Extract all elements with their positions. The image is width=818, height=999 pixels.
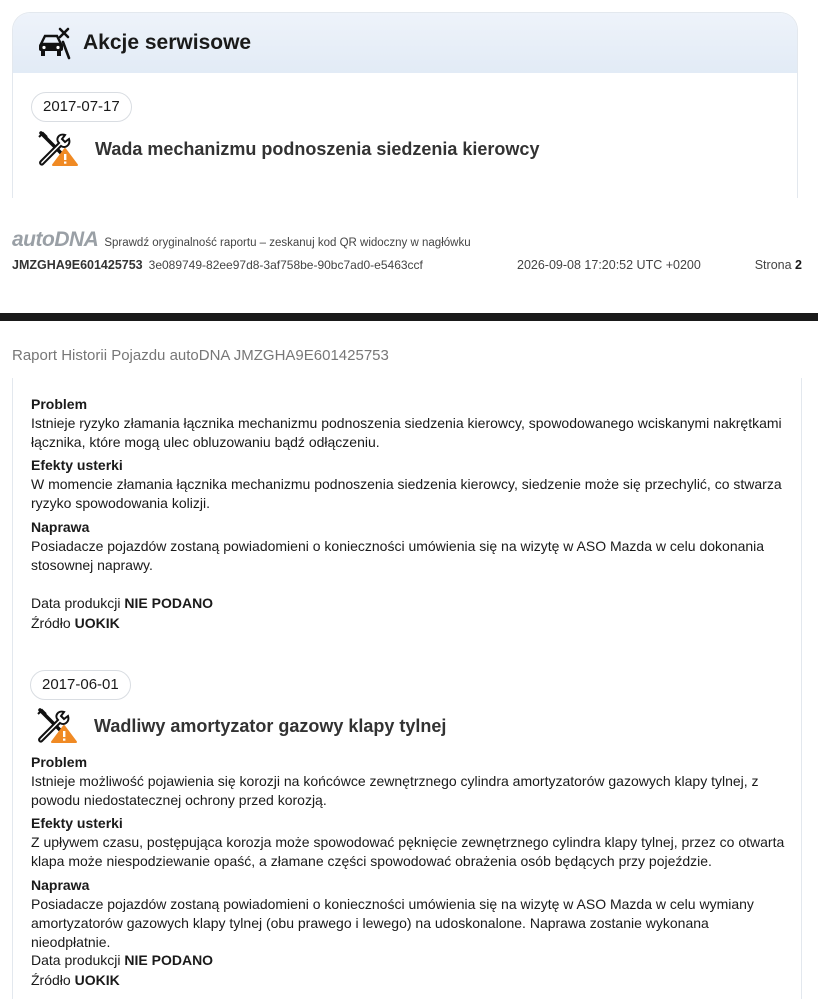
production-label: Data produkcji: [31, 595, 121, 611]
recall-effects: [31, 814, 791, 871]
recall-effects: [31, 456, 791, 513]
footer-page: [755, 258, 802, 272]
footer-brand-line: [12, 228, 808, 252]
recall-problem: [31, 753, 791, 810]
footer-meta-line: [12, 258, 808, 272]
problem-text: Istnieje możliwość pojawienia się korozji na końcówce zewnętrznego cylindra amortyzatorów gazowych klapy tylnej, z powodu niedostatecznej ochrony przed korozją.: [31, 773, 759, 808]
production-value: NIE PODANO: [124, 595, 214, 611]
recall-title: Wada mechanizmu podnoszenia siedzenia kierowcy: [95, 138, 540, 159]
problem-heading: Problem: [31, 396, 88, 412]
source-line: [31, 615, 120, 631]
recall-date-badge: 2017-07-17: [31, 92, 132, 122]
repair-text: Posiadacze pojazdów zostaną powiadomieni o konieczności umówienia się na wizytę w ASO Mazda w celu dokonania stosownej naprawy.: [31, 538, 765, 573]
recall-repair: [31, 518, 791, 575]
source-label: Źródło: [31, 972, 71, 988]
brand-logo: autoDNA: [12, 228, 99, 251]
production-value: NIE PODANO: [124, 952, 214, 968]
source-line: [31, 972, 120, 988]
repair-text: Posiadacze pojazdów zostaną powiadomieni o konieczności umówienia się na wizytę w ASO Mazda w celu wymiany amortyzatorów gazowych klapy tylnej (obu prawego i lewego) na udoskonalone. Naprawa zostanie wykonana nieodpłatnie.: [31, 896, 754, 950]
problem-text: Istnieje ryzyko złamania łącznika mechanizmu podnoszenia siedzenia kierowcy, spowodowanego wciskanymi nakrętkami łącznika, które mogą ulec obluzowaniu bądź odłączeniu.: [31, 415, 782, 450]
production-label: Data produkcji: [31, 952, 121, 968]
problem-heading: Problem: [31, 754, 88, 770]
car-service-icon: [37, 26, 71, 60]
repair-heading: Naprawa: [31, 877, 90, 893]
section-header: [13, 13, 797, 73]
section-title: Akcje serwisowe: [83, 31, 252, 54]
production-date-line: [31, 952, 213, 968]
page-number: 2: [795, 258, 802, 272]
repair-heading: Naprawa: [31, 519, 90, 535]
verify-text: Sprawdź oryginalność raportu – zeskanuj kod QR widoczny w nagłówku: [104, 237, 471, 249]
effects-text: W momencie złamania łącznika mechanizmu podnoszenia siedzenia kierowcy, siedzenie może się przechylić, co stwarza ryzyko spowodowania kolizji.: [31, 476, 782, 511]
recall-title-row: [34, 706, 446, 746]
source-value: UOKIK: [74, 972, 120, 988]
footer-hash: 3e089749-82ee97d8-3af758be-90bc7ad0-e5463ccf: [148, 258, 423, 272]
footer-timestamp: 2026-09-08 17:20:52 UTC +0200: [517, 258, 701, 272]
report-header: Raport Historii Pojazdu autoDNA JMZGHA9E601425753: [12, 347, 389, 364]
effects-text: Z upływem czasu, postępująca korozja może spowodować pęknięcie zewnętrznego cylindra klapy tylnej, przez co otwarta klapa może niespodziewanie opaść, a złamane części spowodować obrażenia osób będących przy pojeździe.: [31, 834, 785, 869]
page-break: [0, 313, 818, 321]
footer-vin: JMZGHA9E601425753: [12, 258, 143, 272]
source-value: UOKIK: [74, 615, 120, 631]
tools-warning-icon: [34, 706, 82, 746]
source-label: Źródło: [31, 615, 71, 631]
recall-title: Wadliwy amortyzator gazowy klapy tylnej: [94, 715, 447, 736]
recall-title-row: [35, 129, 539, 169]
page-label: Strona: [754, 258, 792, 272]
effects-heading: Efekty usterki: [31, 815, 123, 831]
tools-warning-icon: [35, 129, 83, 169]
recall-problem: [31, 395, 791, 452]
recall-date-badge: 2017-06-01: [30, 670, 131, 700]
recall-repair: [31, 876, 791, 952]
service-actions-card: [12, 12, 798, 198]
production-date-line: [31, 595, 213, 611]
page-footer: [12, 228, 808, 272]
effects-heading: Efekty usterki: [31, 457, 123, 473]
